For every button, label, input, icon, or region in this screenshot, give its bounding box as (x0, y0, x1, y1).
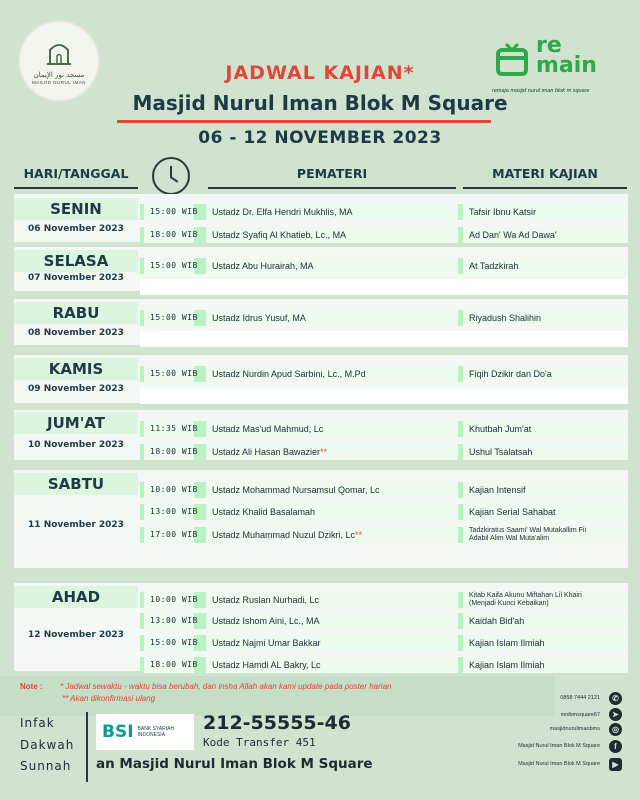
day-date: 07 November 2023 (28, 273, 124, 283)
session-time (144, 279, 194, 295)
day-name (14, 412, 138, 434)
session-pemateri: Ustadz Khalid Basalamah (206, 504, 458, 520)
contact-facebook: Masjid Nurul Iman Blok M Square (518, 743, 600, 749)
masjid-name: Masjid Nurul Iman Blok M Square (132, 91, 508, 115)
whatsapp-icon: ✆ (609, 692, 622, 705)
account-holder: an Masjid Nurul Iman Blok M Square (96, 756, 373, 772)
session-time: 18:00 WIB (144, 657, 194, 673)
day-name-label: SENIN (14, 198, 138, 220)
day-name (14, 358, 138, 380)
header-day: HARI/TANGGAL (14, 166, 138, 189)
ids-sunnah: Sunnah (20, 759, 72, 773)
contact-instagram: masjidnurulimanbms (549, 726, 600, 732)
session-materi: At Tadzkirah (463, 258, 628, 274)
session-materi (463, 331, 628, 347)
day-date: 06 November 2023 (28, 224, 124, 234)
bsi-subtitle: BANK SYARIAH INDONESIA (137, 726, 175, 738)
session-time: 15:00 WIB (144, 635, 194, 651)
bsi-wordmark: BSI (102, 722, 134, 742)
session-materi: Kaidah Bid'ah (463, 613, 628, 629)
remain-wordmark: re main (536, 33, 597, 78)
contact-whatsapp: 0858 7444 2121 (560, 695, 600, 701)
session-materi: Ad Dan' Wa Ad Dawa' (463, 227, 628, 243)
session-pemateri: Ustadz Ishom Aini, Lc., MA (206, 613, 458, 629)
account-number: 212-55555-46 (203, 712, 351, 734)
day-date: 10 November 2023 (28, 440, 124, 450)
masjid-logo (18, 20, 100, 102)
ids-dakwah: Dakwah (20, 738, 75, 752)
session-time: 11:35 WIB (144, 421, 194, 437)
session-materi: Kajian Serial Sahabat (463, 504, 628, 520)
session-time: 15:00 WIB (144, 310, 194, 326)
reconfirm-marker: ** (355, 530, 363, 540)
session-pemateri: Ustadz Abu Hurairah, MA (206, 258, 458, 274)
session-materi (463, 388, 628, 404)
session-time: 17:00 WIB (144, 527, 194, 543)
note-label: Note : (20, 682, 43, 691)
session-pemateri: Ustadz Najmi Umar Bakkar (206, 635, 458, 651)
session-time: 10:00 WIB (144, 482, 194, 498)
session-pemateri: Ustadz Mohammad Nursamsul Qomar, Lc (206, 482, 458, 498)
session-materi-line: Tadzkiratus Saami' Wal Mutakallim Fii (469, 527, 586, 534)
day-name (14, 250, 138, 272)
clock-icon (152, 157, 190, 195)
session-pemateri: Ustadz Ali Hasan Bawazier** (206, 444, 458, 460)
reconfirm-marker: ** (320, 447, 328, 457)
day-name-label: SABTU (14, 473, 138, 495)
day-name (14, 198, 138, 220)
session-materi: Tafsir Ibnu Katsir (463, 204, 628, 220)
session-time (144, 388, 194, 404)
day-name-label: JUM'AT (14, 412, 138, 434)
contact-youtube: Masjid Nurul Iman Blok M Square (518, 761, 600, 767)
footer-divider (86, 712, 88, 782)
session-materi: Fiqih Dzikir dan Do'a (463, 366, 628, 382)
day-name (14, 302, 138, 324)
day-name-label: SELASA (14, 250, 138, 272)
session-materi: Ushul Tsalatsah (463, 444, 628, 460)
session-materi (463, 527, 628, 543)
day-date: 12 November 2023 (28, 630, 124, 640)
session-time: 15:00 WIB (144, 204, 194, 220)
bsi-logo (96, 714, 194, 750)
session-pemateri: Ustadz Muhammad Nuzul Dzikri, Lc** (206, 527, 458, 543)
session-time: 15:00 WIB (144, 366, 194, 382)
session-time: 10:00 WIB (144, 592, 194, 608)
instagram-icon: ◎ (609, 723, 622, 736)
header-materi: MATERI KAJIAN (463, 166, 627, 189)
session-materi (463, 592, 628, 608)
logo-arabic-text: مسجد نور الإيمان (33, 70, 85, 79)
session-pemateri: Ustadz Syafiq Al Khatieb, Lc., MA (206, 227, 458, 243)
session-materi (463, 279, 628, 295)
day-date: 08 November 2023 (28, 328, 124, 338)
day-name-label: RABU (14, 302, 138, 324)
session-pemateri (206, 331, 458, 347)
session-materi: Riyadush Shalihin (463, 310, 628, 326)
remain-tagline: remaja masjid nurul iman blok m square (492, 88, 590, 94)
day-name-label: KAMIS (14, 358, 138, 380)
facebook-icon: f (609, 740, 622, 753)
session-time: 18:00 WIB (144, 444, 194, 460)
contact-telegram: mnibmsquare67 (560, 712, 600, 718)
session-time: 15:00 WIB (144, 258, 194, 274)
session-pemateri: Ustadz Mas'ud Mahmud, Lc (206, 421, 458, 437)
session-pemateri: Ustadz Idrus Yusuf, MA (206, 310, 458, 326)
day-name (14, 473, 138, 495)
header-pemateri: PEMATERI (208, 166, 456, 189)
session-pemateri: Ustadz Hamdi AL Bakry, Lc (206, 657, 458, 673)
session-pemateri (206, 388, 458, 404)
transfer-code: Kode Transfer 451 (203, 736, 316, 749)
date-range: 06 - 12 NOVEMBER 2023 (198, 128, 442, 148)
session-materi-line: (Menjadi Kunci Kebaikan) (469, 600, 549, 607)
day-date: 09 November 2023 (28, 384, 124, 394)
session-pemateri: Ustadz Nurdin Apud Sarbini, Lc., M.Pd (206, 366, 458, 382)
telegram-icon: ➤ (609, 708, 622, 721)
session-time: 13:00 WIB (144, 504, 194, 520)
session-materi: Kajian Islam Ilmiah (463, 657, 628, 673)
session-time (144, 331, 194, 347)
note-line-2: ** Akan dikonfirmasi ulang (62, 694, 156, 703)
day-date: 11 November 2023 (28, 520, 124, 530)
session-time: 13:00 WIB (144, 613, 194, 629)
session-materi: Kajian Islam Ilmiah (463, 635, 628, 651)
session-materi: Kajian Intensif (463, 482, 628, 498)
day-name (14, 586, 138, 608)
day-name-label: AHAD (14, 586, 138, 608)
youtube-icon: ▶ (609, 758, 622, 771)
session-pemateri: Ustadz Ruslan Nurhadi, Lc (206, 592, 458, 608)
session-materi-line: Kitab Kaifa Akunu Miftahan Lil Khairi (469, 592, 582, 599)
note-line-1: * Jadwal sewaktu - waktu bisa berubah, dan insha Allah akan kami update pada poster harian (60, 682, 392, 691)
session-time: 18:00 WIB (144, 227, 194, 243)
session-pemateri: Ustadz Dr. Elfa Hendri Mukhlis, MA (206, 204, 458, 220)
title-underline (117, 120, 491, 123)
session-materi: Khutbah Jum'at (463, 421, 628, 437)
session-materi-line: Adabil Alim Wal Muta'alim (469, 535, 550, 542)
session-pemateri (206, 279, 458, 295)
logo-latin-text: MASJID NURUL IMAN (31, 79, 87, 85)
page-title: JADWAL KAJIAN* (225, 62, 415, 84)
ids-infak: Infak (20, 716, 55, 730)
